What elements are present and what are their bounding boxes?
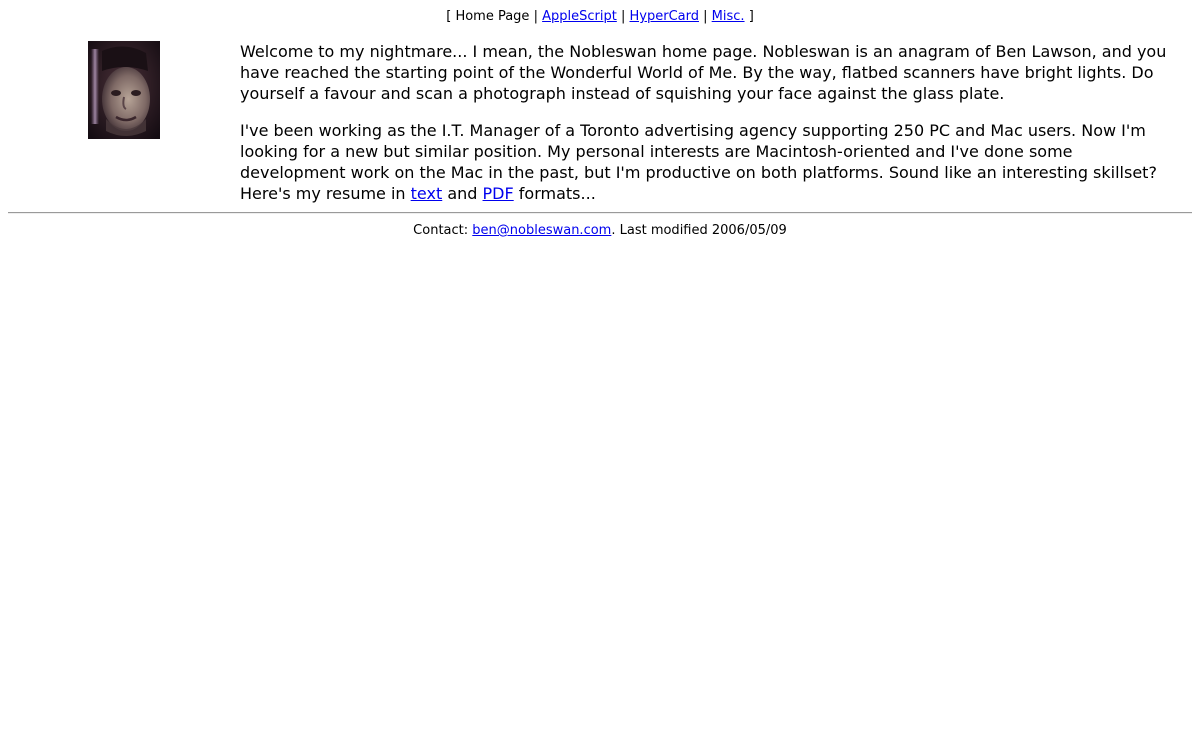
nav-link-hypercard[interactable]: HyperCard [629, 9, 699, 24]
formats-text: formats... [518, 184, 596, 203]
top-nav [0, 8, 1200, 26]
resume-text-link[interactable]: text [410, 184, 443, 203]
contact-email-link[interactable]: ben@nobleswan.com [472, 223, 612, 238]
footer [0, 222, 1200, 240]
work-paragraph [240, 120, 1175, 204]
nav-close-bracket: ] [748, 9, 754, 24]
intro-paragraph: Welcome to my nightmare... I mean, the Nobleswan home page. Nobleswan is an anagram of Ben Lawson, and you have reached the starting point of the Wonderful World of Me. By the way, flatbed scanners have bright lights. Do yourself a favour and scan a photograph instead of squishing your face against the glass plate. [240, 42, 1167, 103]
portrait-photo-image [88, 41, 160, 139]
work-paragraph-text: I've been working as the I.T. Manager of a Toronto advertising agency supporting 250 PC and Mac users. Now I'm looking for a new but similar position. My personal interests are Macintosh-oriented and I've done some development work on the Mac in the past, but I'm productive on both platforms. Sound like an interesting skillset? Here's my resume in [240, 121, 1157, 203]
and-word: and [447, 184, 478, 203]
main-content [240, 41, 1175, 220]
nav-home-label: Home Page [455, 9, 530, 24]
resume-pdf-link[interactable]: PDF [482, 184, 514, 203]
nav-separator: | [703, 9, 708, 24]
nav-open-bracket: [ [446, 9, 452, 24]
horizontal-divider [8, 212, 1192, 214]
nav-link-misc[interactable]: Misc. [711, 9, 745, 24]
nav-separator: | [533, 9, 538, 24]
portrait-photo [88, 41, 160, 139]
contact-label: Contact: [413, 223, 469, 238]
nav-link-applescript[interactable]: AppleScript [542, 9, 617, 24]
last-modified-text: . Last modified 2006/05/09 [611, 223, 787, 238]
nav-separator: | [620, 9, 626, 24]
